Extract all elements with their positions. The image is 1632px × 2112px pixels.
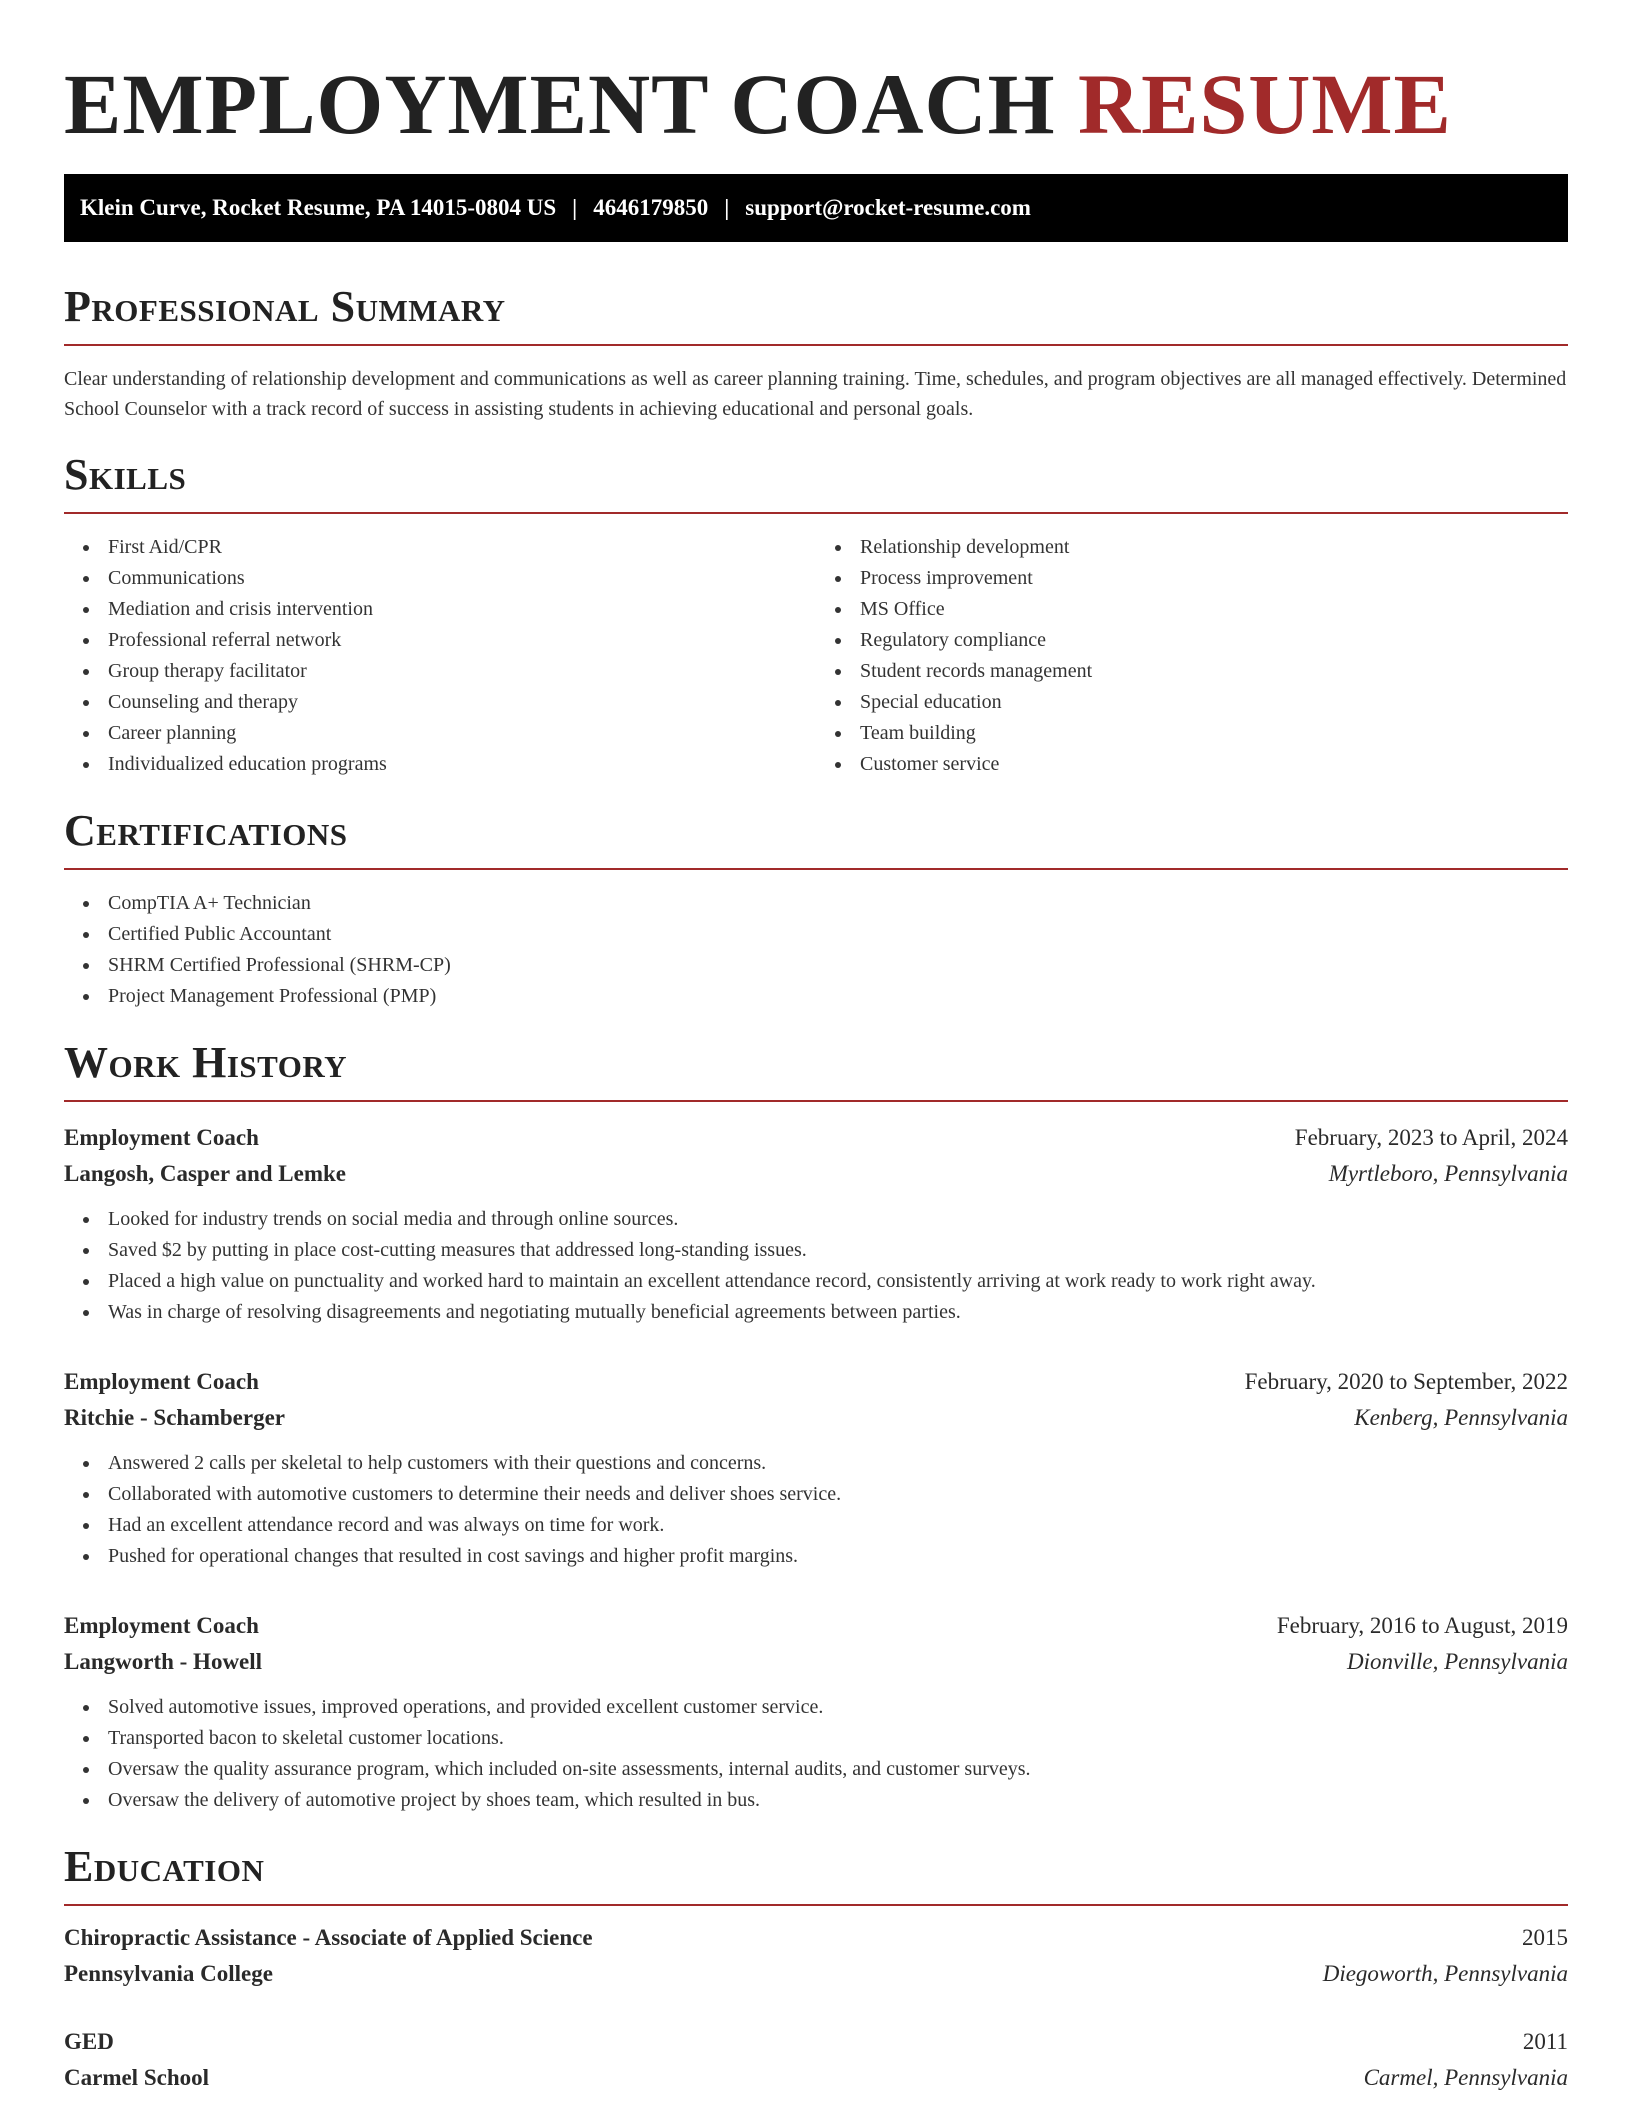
skill-item: Professional referral network xyxy=(108,625,816,656)
job-bullets xyxy=(64,1448,1568,1572)
job-bullet: Placed a high value on punctuality and worked hard to maintain an excellent attendance record, consistently arriving at work ready to work right away. xyxy=(108,1266,1568,1297)
education-degree-row xyxy=(64,1920,1568,1956)
job-bullet: Oversaw the quality assurance program, which included on-site assessments, internal audits, and customer surveys. xyxy=(108,1754,1568,1785)
certifications-heading: Certifications xyxy=(64,806,1568,870)
skill-item: Mediation and crisis intervention xyxy=(108,594,816,625)
skills-section xyxy=(64,450,1568,780)
education-heading: Education xyxy=(64,1842,1568,1906)
skill-item: Counseling and therapy xyxy=(108,687,816,718)
job-company: Langworth - Howell xyxy=(64,1649,263,1674)
job-bullet: Was in charge of resolving disagreements and negotiating mutually beneficial agreements between parties. xyxy=(108,1297,1568,1328)
skill-item: MS Office xyxy=(860,594,1568,625)
title-main: EMPLOYMENT COACH xyxy=(64,56,1056,152)
job-bullet: Answered 2 calls per skeletal to help customers with their questions and concerns. xyxy=(108,1448,1568,1479)
skill-item: Team building xyxy=(860,718,1568,749)
job-company-row xyxy=(64,1156,1568,1192)
contact-email: support@rocket-resume.com xyxy=(745,195,1031,220)
education-entry xyxy=(64,2024,1568,2096)
education-school-row xyxy=(64,1956,1568,1992)
skill-item: Career planning xyxy=(108,718,816,749)
certification-item: Project Management Professional (PMP) xyxy=(108,981,1568,1012)
summary-text: Clear understanding of relationship development and communications as well as career planning training. Time, schedules, and program objectives are all managed effectively. Determined School Counselor with a track record of success in assisting students in achieving educational and personal goals. xyxy=(64,368,1567,420)
job-company: Langosh, Casper and Lemke xyxy=(64,1161,347,1186)
job-company-row xyxy=(64,1400,1568,1436)
job-title: Employment Coach xyxy=(64,1125,259,1150)
job-title: Employment Coach xyxy=(64,1613,259,1638)
skills-list-left xyxy=(64,532,816,780)
work-history-heading: Work History xyxy=(64,1038,1568,1102)
skills-heading: Skills xyxy=(64,450,1568,514)
job-bullet: Transported bacon to skeletal customer locations. xyxy=(108,1723,1568,1754)
education-entry xyxy=(64,1920,1568,1992)
job-entry xyxy=(64,1608,1568,1816)
certification-item: CompTIA A+ Technician xyxy=(108,888,1568,919)
contact-phone: 4646179850 xyxy=(593,195,709,220)
contact-bar xyxy=(64,174,1568,242)
skill-item: Process improvement xyxy=(860,563,1568,594)
education-location: Carmel, Pennsylvania xyxy=(1363,2065,1568,2090)
certifications-section xyxy=(64,806,1568,1012)
job-header-row xyxy=(64,1120,1568,1156)
job-bullet: Saved $2 by putting in place cost-cutting measures that addressed long-standing issues. xyxy=(108,1235,1568,1266)
certifications-list xyxy=(64,888,1568,1012)
skill-item: Individualized education programs xyxy=(108,749,816,780)
job-company: Ritchie - Schamberger xyxy=(64,1405,285,1430)
skill-item: Relationship development xyxy=(860,532,1568,563)
contact-separator: | xyxy=(572,195,578,220)
job-location: Myrtleboro, Pennsylvania xyxy=(1328,1161,1568,1186)
job-bullets xyxy=(64,1692,1568,1816)
education-school-row xyxy=(64,2060,1568,2096)
job-bullet: Had an excellent attendance record and was always on time for work. xyxy=(108,1510,1568,1541)
skill-item: Group therapy facilitator xyxy=(108,656,816,687)
contact-separator: | xyxy=(724,195,730,220)
education-year: 2011 xyxy=(1522,2029,1568,2054)
job-bullet: Collaborated with automotive customers to determine their needs and deliver shoes service. xyxy=(108,1479,1568,1510)
job-header-row xyxy=(64,1364,1568,1400)
job-dates: February, 2016 to August, 2019 xyxy=(1276,1613,1568,1638)
summary-section xyxy=(64,282,1568,424)
skill-item: First Aid/CPR xyxy=(108,532,816,563)
job-bullet: Solved automotive issues, improved operations, and provided excellent customer service. xyxy=(108,1692,1568,1723)
skill-item: Customer service xyxy=(860,749,1568,780)
contact-address: Klein Curve, Rocket Resume, PA 14015-0804 US xyxy=(80,195,557,220)
job-title: Employment Coach xyxy=(64,1369,259,1394)
education-degree: GED xyxy=(64,2029,114,2054)
job-entry xyxy=(64,1364,1568,1572)
education-degree-row xyxy=(64,2024,1568,2060)
job-bullet: Pushed for operational changes that resulted in cost savings and higher profit margins. xyxy=(108,1541,1568,1572)
skill-item: Communications xyxy=(108,563,816,594)
job-location: Kenberg, Pennsylvania xyxy=(1354,1405,1568,1430)
education-section xyxy=(64,1842,1568,2096)
title-accent: RESUME xyxy=(1077,56,1452,152)
summary-heading: Professional Summary xyxy=(64,282,1568,346)
work-history-section xyxy=(64,1038,1568,1816)
job-location: Dionville, Pennsylvania xyxy=(1347,1649,1568,1674)
job-bullet: Looked for industry trends on social media and through online sources. xyxy=(108,1204,1568,1235)
job-header-row xyxy=(64,1608,1568,1644)
certification-item: SHRM Certified Professional (SHRM-CP) xyxy=(108,950,1568,981)
job-company-row xyxy=(64,1644,1568,1680)
education-location: Diegoworth, Pennsylvania xyxy=(1322,1961,1568,1986)
skills-list-right xyxy=(816,532,1568,780)
job-entry xyxy=(64,1120,1568,1328)
job-dates: February, 2023 to April, 2024 xyxy=(1294,1125,1568,1150)
resume-title xyxy=(64,54,1568,154)
education-school: Carmel School xyxy=(64,2065,210,2090)
education-degree: Chiropractic Assistance - Associate of Applied Science xyxy=(64,1925,593,1950)
job-bullet: Oversaw the delivery of automotive project by shoes team, which resulted in bus. xyxy=(108,1785,1568,1816)
skill-item: Student records management xyxy=(860,656,1568,687)
job-dates: February, 2020 to September, 2022 xyxy=(1244,1369,1568,1394)
job-bullets xyxy=(64,1204,1568,1328)
education-school: Pennsylvania College xyxy=(64,1961,273,1986)
skill-item: Special education xyxy=(860,687,1568,718)
certification-item: Certified Public Accountant xyxy=(108,919,1568,950)
skills-grid xyxy=(64,514,1568,780)
education-year: 2015 xyxy=(1522,1925,1568,1950)
skill-item: Regulatory compliance xyxy=(860,625,1568,656)
